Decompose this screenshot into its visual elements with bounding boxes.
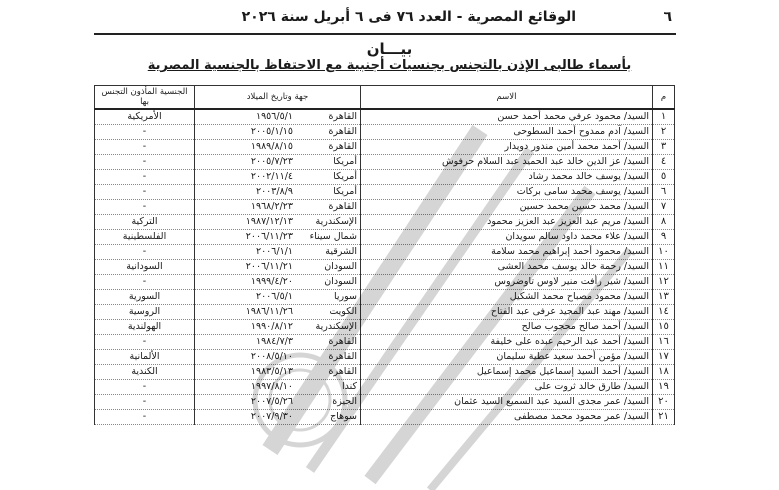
table-row [95, 170, 675, 185]
applicant-name: السيد/ محمود أحمد إبراهيم محمد سلامة [361, 245, 653, 260]
row-number: ١٤ [653, 305, 675, 320]
nationality: - [95, 185, 195, 200]
table-row [95, 155, 675, 170]
birth-date: ٢٠٠٥/١/١٥ [250, 126, 293, 137]
birth-cell [195, 140, 361, 155]
table-row [95, 215, 675, 230]
table-row [95, 290, 675, 305]
birth-cell [195, 245, 361, 260]
birth-date: ١٩٩٩/٤/٢٠ [250, 276, 293, 287]
birth-place: سوهاج [330, 411, 357, 422]
applicant-name: السيد/ محمود مصباح محمد الشكيل [361, 290, 653, 305]
applicant-name: السيد/ أحمد عبد الرحيم عبده على خليفة [361, 335, 653, 350]
row-number: ١ [653, 109, 675, 125]
nationality: السودانية [95, 260, 195, 275]
nationality: - [95, 275, 195, 290]
table-row [95, 305, 675, 320]
page-header [94, 5, 676, 35]
table-row [95, 125, 675, 140]
applicant-name: السيد/ مهند عبد المجيد عرفى عبد الفتاح [361, 305, 653, 320]
row-number: ٢٠ [653, 395, 675, 410]
nationality: الروسية [95, 305, 195, 320]
birth-cell [195, 155, 361, 170]
birth-date: ٢٠٠٢/١١/٤ [250, 171, 293, 182]
birth-place: القاهرة [328, 336, 357, 347]
birth-cell [195, 109, 361, 125]
table-row [95, 380, 675, 395]
row-number: ١٩ [653, 380, 675, 395]
birth-cell [195, 320, 361, 335]
nationality: - [95, 140, 195, 155]
birth-place: القاهرة [328, 141, 357, 152]
applicant-name: السيد/ آدم ممدوح أحمد السطوحى [361, 125, 653, 140]
row-number: ١١ [653, 260, 675, 275]
nationality: السورية [95, 290, 195, 305]
birth-cell [195, 395, 361, 410]
birth-cell [195, 410, 361, 425]
applicant-name: السيد/ عمر محمود محمد مصطفى [361, 410, 653, 425]
document-title: بيـــان [366, 40, 413, 58]
table-row [95, 185, 675, 200]
birth-cell [195, 380, 361, 395]
birth-date: ١٩٩٠/٨/١٢ [250, 321, 293, 332]
birth-date: ١٩٨٩/٨/١٥ [250, 141, 293, 152]
birth-place: القاهرة [328, 351, 357, 362]
birth-place: القاهرة [328, 201, 357, 212]
row-number: ٣ [653, 140, 675, 155]
birth-place: شمال سيناء [309, 231, 357, 242]
birth-date: ١٩٦٨/٢/٢٣ [250, 201, 293, 212]
row-number: ١٠ [653, 245, 675, 260]
applicant-name: السيد/ أحمد صالح محجوب صالح [361, 320, 653, 335]
birth-cell [195, 170, 361, 185]
applicant-name: السيد/ عمر مجدى السيد عبد السميع السيد عثمان [361, 395, 653, 410]
nationality: - [95, 395, 195, 410]
row-number: ١٢ [653, 275, 675, 290]
birth-cell [195, 230, 361, 245]
row-number: ١٧ [653, 350, 675, 365]
table-row [95, 275, 675, 290]
applicants-table [94, 85, 675, 425]
applicant-name: السيد/ مريم عبد العزيز عبد العزيز محمود [361, 215, 653, 230]
birth-cell [195, 290, 361, 305]
birth-date: ٢٠٠٣/٨/٩ [255, 186, 293, 197]
row-number: ٨ [653, 215, 675, 230]
row-number: ٥ [653, 170, 675, 185]
table-row [95, 109, 675, 125]
nationality: التركية [95, 215, 195, 230]
birth-date: ١٩٨٧/١٢/١٣ [245, 216, 293, 227]
nationality: - [95, 125, 195, 140]
row-number: ٦ [653, 185, 675, 200]
nationality: - [95, 200, 195, 215]
row-number: ٢ [653, 125, 675, 140]
birth-cell [195, 185, 361, 200]
birth-date: ٢٠٠٧/٩/٣٠ [250, 411, 293, 422]
table-row [95, 365, 675, 380]
applicant-name: السيد/ محمود عرفي محمد أحمد حسن [361, 109, 653, 125]
nationality: الفلسطينية [95, 230, 195, 245]
birth-place: أمريكا [333, 171, 357, 182]
birth-place: القاهرة [328, 126, 357, 137]
row-number: ١٣ [653, 290, 675, 305]
table-row [95, 200, 675, 215]
birth-place: القاهرة [328, 366, 357, 377]
applicant-name: السيد/ أحمد محمد أمين مندور دويدار [361, 140, 653, 155]
applicant-name: السيد/ يوسف محمد سامى بركات [361, 185, 653, 200]
row-number: ١٥ [653, 320, 675, 335]
birth-cell [195, 125, 361, 140]
birth-place: الإسكندرية [315, 216, 357, 227]
birth-place: الكويت [329, 306, 357, 317]
table-row [95, 140, 675, 155]
birth-place: كندا [341, 381, 357, 392]
applicant-name: السيد/ طارق خالد ثروت على [361, 380, 653, 395]
applicant-name: السيد/ أحمد السيد إسماعيل محمد إسماعيل [361, 365, 653, 380]
row-number: ٧ [653, 200, 675, 215]
birth-date: ٢٠٠٦/١١/٢١ [245, 261, 293, 272]
nationality: - [95, 410, 195, 425]
table-row [95, 410, 675, 425]
header-name: الاسم [361, 86, 653, 110]
table-header-row [95, 86, 675, 110]
birth-date: ٢٠٠٨/٥/١٠ [250, 351, 293, 362]
table-row [95, 320, 675, 335]
nationality: الأمريكية [95, 109, 195, 125]
birth-date: ٢٠٠٦/١١/٢٣ [245, 231, 293, 242]
birth-date: ١٩٩٧/٨/١٠ [250, 381, 293, 392]
birth-cell [195, 365, 361, 380]
page-number: ٦ [663, 9, 672, 25]
nationality: الألمانية [95, 350, 195, 365]
row-number: ٤ [653, 155, 675, 170]
table-row [95, 395, 675, 410]
nationality: الهولندية [95, 320, 195, 335]
row-number: ١٦ [653, 335, 675, 350]
birth-date: ٢٠٠٦/٥/١ [255, 291, 293, 302]
birth-cell [195, 275, 361, 290]
birth-cell [195, 350, 361, 365]
nationality: - [95, 170, 195, 185]
row-number: ١٨ [653, 365, 675, 380]
birth-place: السودان [324, 261, 357, 272]
birth-cell [195, 260, 361, 275]
nationality: - [95, 335, 195, 350]
table-row [95, 350, 675, 365]
gazette-issue-title: الوقائع المصرية - العدد ٧٦ فى ٦ أبريل سنة ٢٠٢٦ [241, 9, 576, 25]
applicant-name: السيد/ شير رأفت منير لاوس تاوضروس [361, 275, 653, 290]
birth-place: الإسكندرية [315, 321, 357, 332]
table-row [95, 260, 675, 275]
table-row [95, 245, 675, 260]
applicant-name: السيد/ رحمة خالد يوسف محمد العشى [361, 260, 653, 275]
birth-date: ١٩٥٦/٥/١ [255, 111, 293, 122]
row-number: ٢١ [653, 410, 675, 425]
header-number: م [653, 86, 675, 110]
birth-cell [195, 305, 361, 320]
birth-cell [195, 215, 361, 230]
birth-place: الشرقية [325, 246, 357, 257]
birth-date: ١٩٨٦/١١/٢٦ [245, 306, 293, 317]
nationality: الكندية [95, 365, 195, 380]
birth-place: أمريكا [333, 156, 357, 167]
birth-date: ٢٠٠٧/٥/٢٦ [250, 396, 293, 407]
header-birth: جهة وتاريخ الميلاد [195, 86, 361, 110]
birth-place: السودان [324, 276, 357, 287]
table-row [95, 335, 675, 350]
nationality: - [95, 245, 195, 260]
row-number: ٩ [653, 230, 675, 245]
birth-date: ١٩٨٤/٧/٣ [255, 336, 293, 347]
birth-place: سوريا [334, 291, 357, 302]
birth-cell [195, 200, 361, 215]
birth-cell [195, 335, 361, 350]
table-row [95, 230, 675, 245]
birth-place: القاهرة [328, 111, 357, 122]
applicant-name: السيد/ مؤمن أحمد سعيد عطية سليمان [361, 350, 653, 365]
nationality: - [95, 380, 195, 395]
applicant-name: السيد/ عز الدين خالد عبد الحميد عبد السلام حرفوش [361, 155, 653, 170]
birth-date: ٢٠٠٥/٧/٢٣ [250, 156, 293, 167]
birth-date: ١٩٨٣/٥/١٣ [250, 366, 293, 377]
birth-place: الجيزة [332, 396, 357, 407]
document-subtitle: بأسماء طالبى الإذن بالتجنس بجنسيات أجنبية مع الاحتفاظ بالجنسية المصرية [147, 58, 632, 73]
applicant-name: السيد/ يوسف خالد محمد رشاد [361, 170, 653, 185]
header-nationality: الجنسية المأذون التجنس بها [95, 86, 195, 110]
birth-place: أمريكا [333, 186, 357, 197]
applicant-name: السيد/ علاء محمد داود سالم سويدان [361, 230, 653, 245]
birth-date: ٢٠٠٦/١/١ [255, 246, 293, 257]
nationality: - [95, 155, 195, 170]
applicant-name: السيد/ محمد حسين محمد حسين [361, 200, 653, 215]
